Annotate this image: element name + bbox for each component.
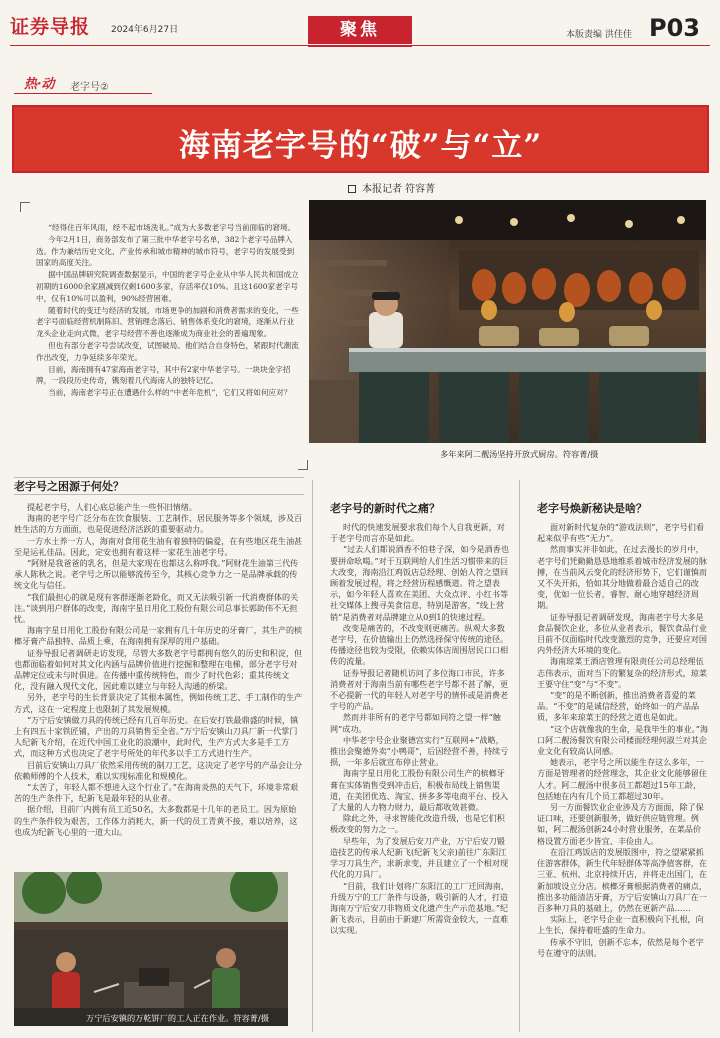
paragraph: “万宁后安镇做刀具的传统已经有几百年历史。在后安打铁最鼎盛的时候，镇上有四五十家铁匠铺，产出的刀具销售至全省。”万宁后安镇山刀具厂新一代掌门人纪新飞介绍，在近代中国工业化的浪潮中，此时代，生产方式大多是手工方式，而这种方式也决定了老字号所处的年代多以手工方式进行生产。 — [14, 714, 299, 759]
paragraph: “阿财是我爸爸的乳名，但是大家现在也都这么称呼我。”阿财花生油第三代传承人陈秋之说。老字号之所以能够流传至今，其核心竞争力之一是品牌承载的传统文化与信任。 — [14, 558, 299, 591]
paragraph: 另一方面餐饮业企业涉及方方面面，除了保证口味，还要创新服务，做好供应链管理。例如，阿二靓汤创新24小时营业服务，在菜品价格设置方面老少皆宜、丰俭由人。 — [537, 802, 704, 846]
paragraph: 提起老字号，人们心底总能产生一些怀旧情绪。 — [26, 502, 197, 512]
corner-bracket-icon — [20, 202, 30, 212]
column-divider — [312, 480, 313, 1032]
paragraph: “变”的是不断创新，推出消费者喜爱的菜品。“不变”的是诚信经营，始终如一的产品品质，多年来琼菜王的经营之道也是如此。 — [537, 690, 700, 723]
paragraph: “太苦了，年轻人都不想进入这个行业了。”在海南炎热的天气下，环境非常艰苦的生产条件下，纪新飞是最年轻的从业者。 — [14, 782, 299, 804]
workshop-photo-illustration — [14, 872, 288, 1026]
section-label: 聚焦 — [308, 16, 412, 44]
paragraph: 时代的快速发展要求我们每个人自我更新，对于老字号而言亦是如此。 — [330, 522, 505, 544]
paragraph: 在沿江鸡饭店的发展版图中，符之望紧紧抓住游客群体，新生代年轻群体等高净值客群，在三亚、杭州、北京持续开店，并将走出国门，在新加坡设立分店。槟榔牙膏根据消费者的痛点，推出多功能清洁牙膏，万宁后安镇山刀具厂在一百多种刀具的基础上，仍然在更新产品…… — [537, 846, 707, 913]
kicker-tag: 热·动 — [24, 77, 55, 92]
headline: 海南老字号的“破”与“立” — [178, 128, 543, 164]
page-number: P03 — [649, 14, 700, 42]
paragraph: 海南字星日用化工股份有限公司是一家拥有几十年历史的牙膏厂，其生产的槟榔牙膏产品独特、品质上乘，在海南拥有深厚的用户基础。 — [14, 625, 303, 647]
paragraph: 海南字星日用化工股份有限公司生产的槟榔牙膏在实体销售受到冲击后，积极布局线上销售渠道，在美团优选、淘宝、拼多多等电商平台、投入了大量的人力物力财力，最后都收效甚微。 — [330, 768, 509, 813]
divider — [14, 494, 304, 495]
column-divider — [519, 480, 520, 1032]
page-header — [0, 0, 720, 46]
paragraph: 今年2月1日，商务部发布了第三批中华老字号名单，382个老字号品牌入选。作为兼结历史文化、产业传承和城市精神的城市符号，老字号的发展受到国家的高度关注。 — [36, 234, 295, 268]
col1-body — [14, 502, 304, 838]
paragraph: 另外，老字号的生长背景决定了其根本属性，例如传统工艺、手工制作的生产方式，这在一定程度上也限制了其发展规模。 — [14, 692, 303, 714]
paragraph: 随着时代的变迁与经济的发展，市场更争的加剧和消费者需求的变化，一些老字号面临经营机制陈旧、营销理念落后、销售体系变化的窘境，逐渐从行业龙头企业走向式微，老字号经营不善也逐渐成为商业社会的普遍现象。 — [36, 305, 299, 339]
byline — [348, 180, 435, 195]
col1-heading: 老字号之困源于何处？ — [14, 480, 124, 493]
paragraph: “我们最担心的就是现有客群逐渐老龄化，而又无法吸引新一代消费群体的关注。”谈到用户群体的改变，海南字星日用化工股份有限公司总事长郭助伟不无担忧。 — [14, 591, 299, 625]
paragraph: “经得住百年风雨，经不起市场洗礼。”成为大多数老字号当前面临的窘境。 — [48, 223, 296, 232]
paragraph: 海南的老字号广泛分布在饮食服装、工艺制作、居民服务等多个领域，涉及百姓生活的方方面面，也是促进经济活跃的重要驱动力。 — [14, 513, 303, 535]
header-rule — [10, 45, 710, 46]
paragraph: 面对新时代复杂的“游戏法则”，老字号们看起来似乎有些“无力”。 — [537, 522, 704, 544]
workshop-photo — [14, 872, 288, 1026]
kitchen-photo — [309, 200, 706, 443]
paragraph: 当前，海南老字号正在遭遇什么样的“中老年危机”，它们又将如何应对？ — [48, 388, 292, 398]
paragraph: 目前，海南拥有47家海南老字号，其中有2家中华老字号。一块块金字招牌，一段段历史传奇，镌刻着几代海南人的独特记忆。 — [36, 364, 291, 386]
kitchen-photo-illustration — [309, 200, 706, 443]
paragraph: 证券导报记者调研发现，海南老字号大多是食品餐饮企业，多位从业者表示，餐饮食品行业目前不仅面临时代改变激烈的竞争，还要应对国内外经济大环境的变化。 — [537, 611, 707, 656]
kitchen-photo-caption: 多年来阿二靓汤坚持开放式厨房。符容菁/摄 — [440, 449, 599, 459]
byline-text: 本报记者 符容菁 — [362, 184, 436, 195]
paragraph: 证券导报记者调研走访发现，尽管大多数老字号都拥有悠久的历史和积淀，但也都面临着如何对其文化内涵与品牌价值进行挖掘和整理在电梯，部分老字号对品牌定位或未与时俱进。在传播中重传统特色，而少了时代色彩；重其传统文化，没有融入现代文化，因此难以建立与年轻人沟通的桥梁。 — [14, 647, 303, 692]
paragraph: 海南琼菜王酒店管理有限责任公司总经理伍志伟表示，面对当下的繁复杂的经济形式，琼菜王要守住“变”与“不变”。 — [537, 656, 707, 689]
col2-heading: 老字号的新时代之痛？ — [330, 502, 440, 515]
headline-banner — [12, 105, 709, 173]
paragraph: 但也有部分老字号尝试改变，试图破局。他们结合自身特色，紧跟时代潮流作出改变，力争延续多年荣光。 — [36, 340, 299, 362]
paragraph: 实际上，老字号企业一直积极向下扎根，向上生长，保持着旺盛的生命力。 — [537, 914, 704, 936]
paragraph: 改变是痛苦的，不改变则更痛苦。纵观大多数老字号，在价值输出上仍然选择保守传统的途径。传播途径也较为受限，依赖实体店周围居民口口相传的流量。 — [330, 622, 509, 667]
paragraph: 她表示，老字号之所以能生存这么多年，一方面是管理者的经营理念，其企业文化能够留住人才。阿二靓汤中很多员工都超过15年工龄，包括她在内有几个员工都超过30年。 — [537, 757, 707, 801]
paragraph: “过去人们都说酒香不怕巷子深，如今是酒香也要拼命吆喝。”对于互联网给人们生活习惯带来的巨大改变，海南沿江鸡饭店总经理、创始人符之望回顾着发展过程，将之经营历程感慨道。符之望表示，如今年轻人喜欢在美团、大众点评、小红书等社交媒体上搜寻美食信息，特别是游客，“线上营销”是消费者对品牌建立从0到1的快速过程。 — [330, 544, 509, 622]
lead-box — [20, 202, 308, 470]
issue-date: 2024年6月27日 — [111, 25, 179, 35]
paragraph: 然而并非所有的老字号都如同符之望一样“触网”成功。 — [330, 712, 501, 734]
col3-heading: 老字号焕新秘诀是啥？ — [537, 502, 647, 515]
lead-text — [36, 222, 300, 399]
paragraph: 据介绍，目前厂内拥有员工近50名，大多数都是十几年的老员工。因为原始的生产条件较为艰苦，工作体力消耗大，新一代的员工青黄不接，难以培养，这也成为纪新飞心里的一道大山。 — [14, 804, 298, 837]
page-editor: 本版责编 洪佳佳 — [566, 30, 632, 40]
paragraph: 然而事实并非如此，在过去漫长的岁月中，老字号们凭勤勤恳恳地维系着城市经济发展的脉搏，在当前风云变化的经济形势下，它们谨慎而又不失开拓，恰如其分地做着最合适自己的改变，优如一位长者，睿智、耐心地穿越经济周期。 — [537, 544, 707, 611]
paragraph: 除此之外，寻求智能化改造升级，也是它们积极改变的努力之一。 — [330, 813, 505, 835]
kicker-underline — [14, 93, 152, 94]
col3-body — [537, 522, 709, 959]
paragraph: 证券导报记者随机访问了多位海口市民，许多消费者对于海南当前有哪些老字号都不甚了解，更不必提新一代的年轻人对老字号的情怀或是消费老字号的产品。 — [330, 667, 509, 712]
paragraph: 据中国品牌研究院调查数据显示，中国的老字号企业从中华人民共和国成立初期的16000余家剧减到仅剩1600多家，存活率仅10%。且这1600家老字号中，仅有10%可以盈利，90%经营困难。 — [36, 270, 299, 303]
kicker-series: 老字号② — [70, 82, 109, 93]
paragraph: 一方水土养一方人，海南对食用花生油有着独特的偏爱，在有些地区花生油甚至是运礼佳品。因此，定安也拥有着这样一家花生油老字号。 — [14, 535, 303, 557]
paragraph: “目前，我们计划将广东阳江的工厂迁回海南，升级万宁的工厂条件与设备，吸引新的人才，打造海南万宁后安刀非物质文化遗产生产示范基地。”纪新飞表示，目前由于新建厂所需资金较大，一直难以实现。 — [330, 880, 509, 936]
byline-square-icon — [348, 185, 356, 193]
paragraph: “这个店就像我的生命，是我毕生的事业。”海口阿二靓汤餐饮有限公司楼面经理何淑兰对其企业文化有较高认同感。 — [537, 723, 708, 757]
paragraph: 早些年，为了发展后安刀产业，万宁后安刀锻造技艺的传承人纪新飞(纪新飞父亲)前往广东阳江学习刀具生产，求新求变，并且建立了一个相对现代化的刀具厂。 — [330, 835, 509, 880]
newspaper-brand: 证券导报 — [10, 16, 91, 38]
paragraph: 目前后安镇山刀具厂依然采用传统的制刀工艺，这决定了老字号的产品会让分依赖师傅的个人技术，难以实现标准化和规模化。 — [14, 759, 303, 781]
paragraph: 传承不守旧，创新不忘本，依然是每个老字号在遵守的法则。 — [537, 936, 704, 958]
col2-body — [330, 522, 510, 937]
paragraph: 中华老字号企业聚德宫实行“互联网+”战略，推出会聚德外卖“小鸭哥”，后因经营不善，持续亏损，一年多后就宣布停止营业。 — [330, 734, 509, 768]
workshop-photo-caption: 万宁后安镇的万乾饼厂的工人正在作业。符容菁/摄 — [86, 1013, 269, 1023]
corner-bracket-icon — [298, 460, 308, 470]
